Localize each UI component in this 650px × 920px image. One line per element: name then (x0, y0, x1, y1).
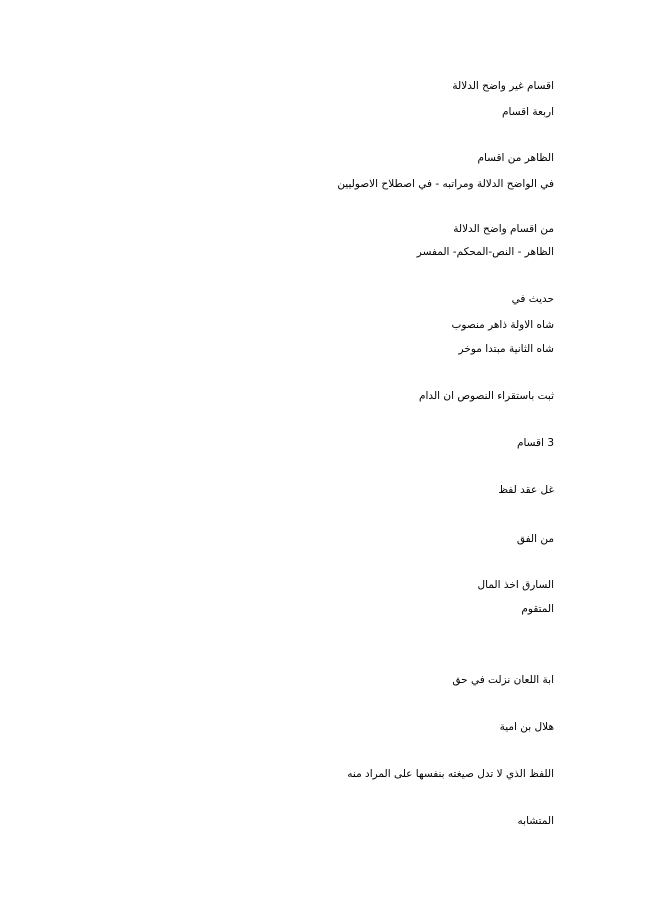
text-line: هلال بن امية (499, 721, 554, 733)
text-line: المتشابه (517, 815, 554, 827)
text-line: ثبت باستقراء النصوص ان الدام (419, 390, 554, 402)
text-line: في الواضح الدلالة ومراتبه - في اصطلاح الاصوليين (337, 178, 554, 190)
text-line: شاه الثانية مبتدا موخر (458, 343, 554, 355)
text-line: 3 اقسام (516, 437, 554, 449)
text-line: من الفق (516, 533, 554, 545)
text-line: السارق اخذ المال (477, 579, 554, 591)
text-line: المتقوم (521, 603, 554, 615)
text-line: اربعة اقسام (502, 106, 554, 118)
text-line: اللفظ الذي لا تدل صيغته بنفسها على المراد منه (347, 768, 554, 780)
text-line: حديث في (511, 293, 554, 305)
text-line: غل عقد لفظ (498, 484, 554, 496)
text-line: الظاهر من اقسام (477, 152, 554, 164)
text-line: الظاهر - النص-المحكم- المفسر (416, 246, 554, 258)
text-line: من اقسام واضح الدلالة (453, 223, 554, 235)
text-line: اقسام غير واضح الدلالة (452, 80, 554, 92)
text-line: شاه الاولة ذاهر منصوب (451, 319, 554, 331)
text-line: ابة اللعان نزلت في حق (452, 674, 554, 686)
